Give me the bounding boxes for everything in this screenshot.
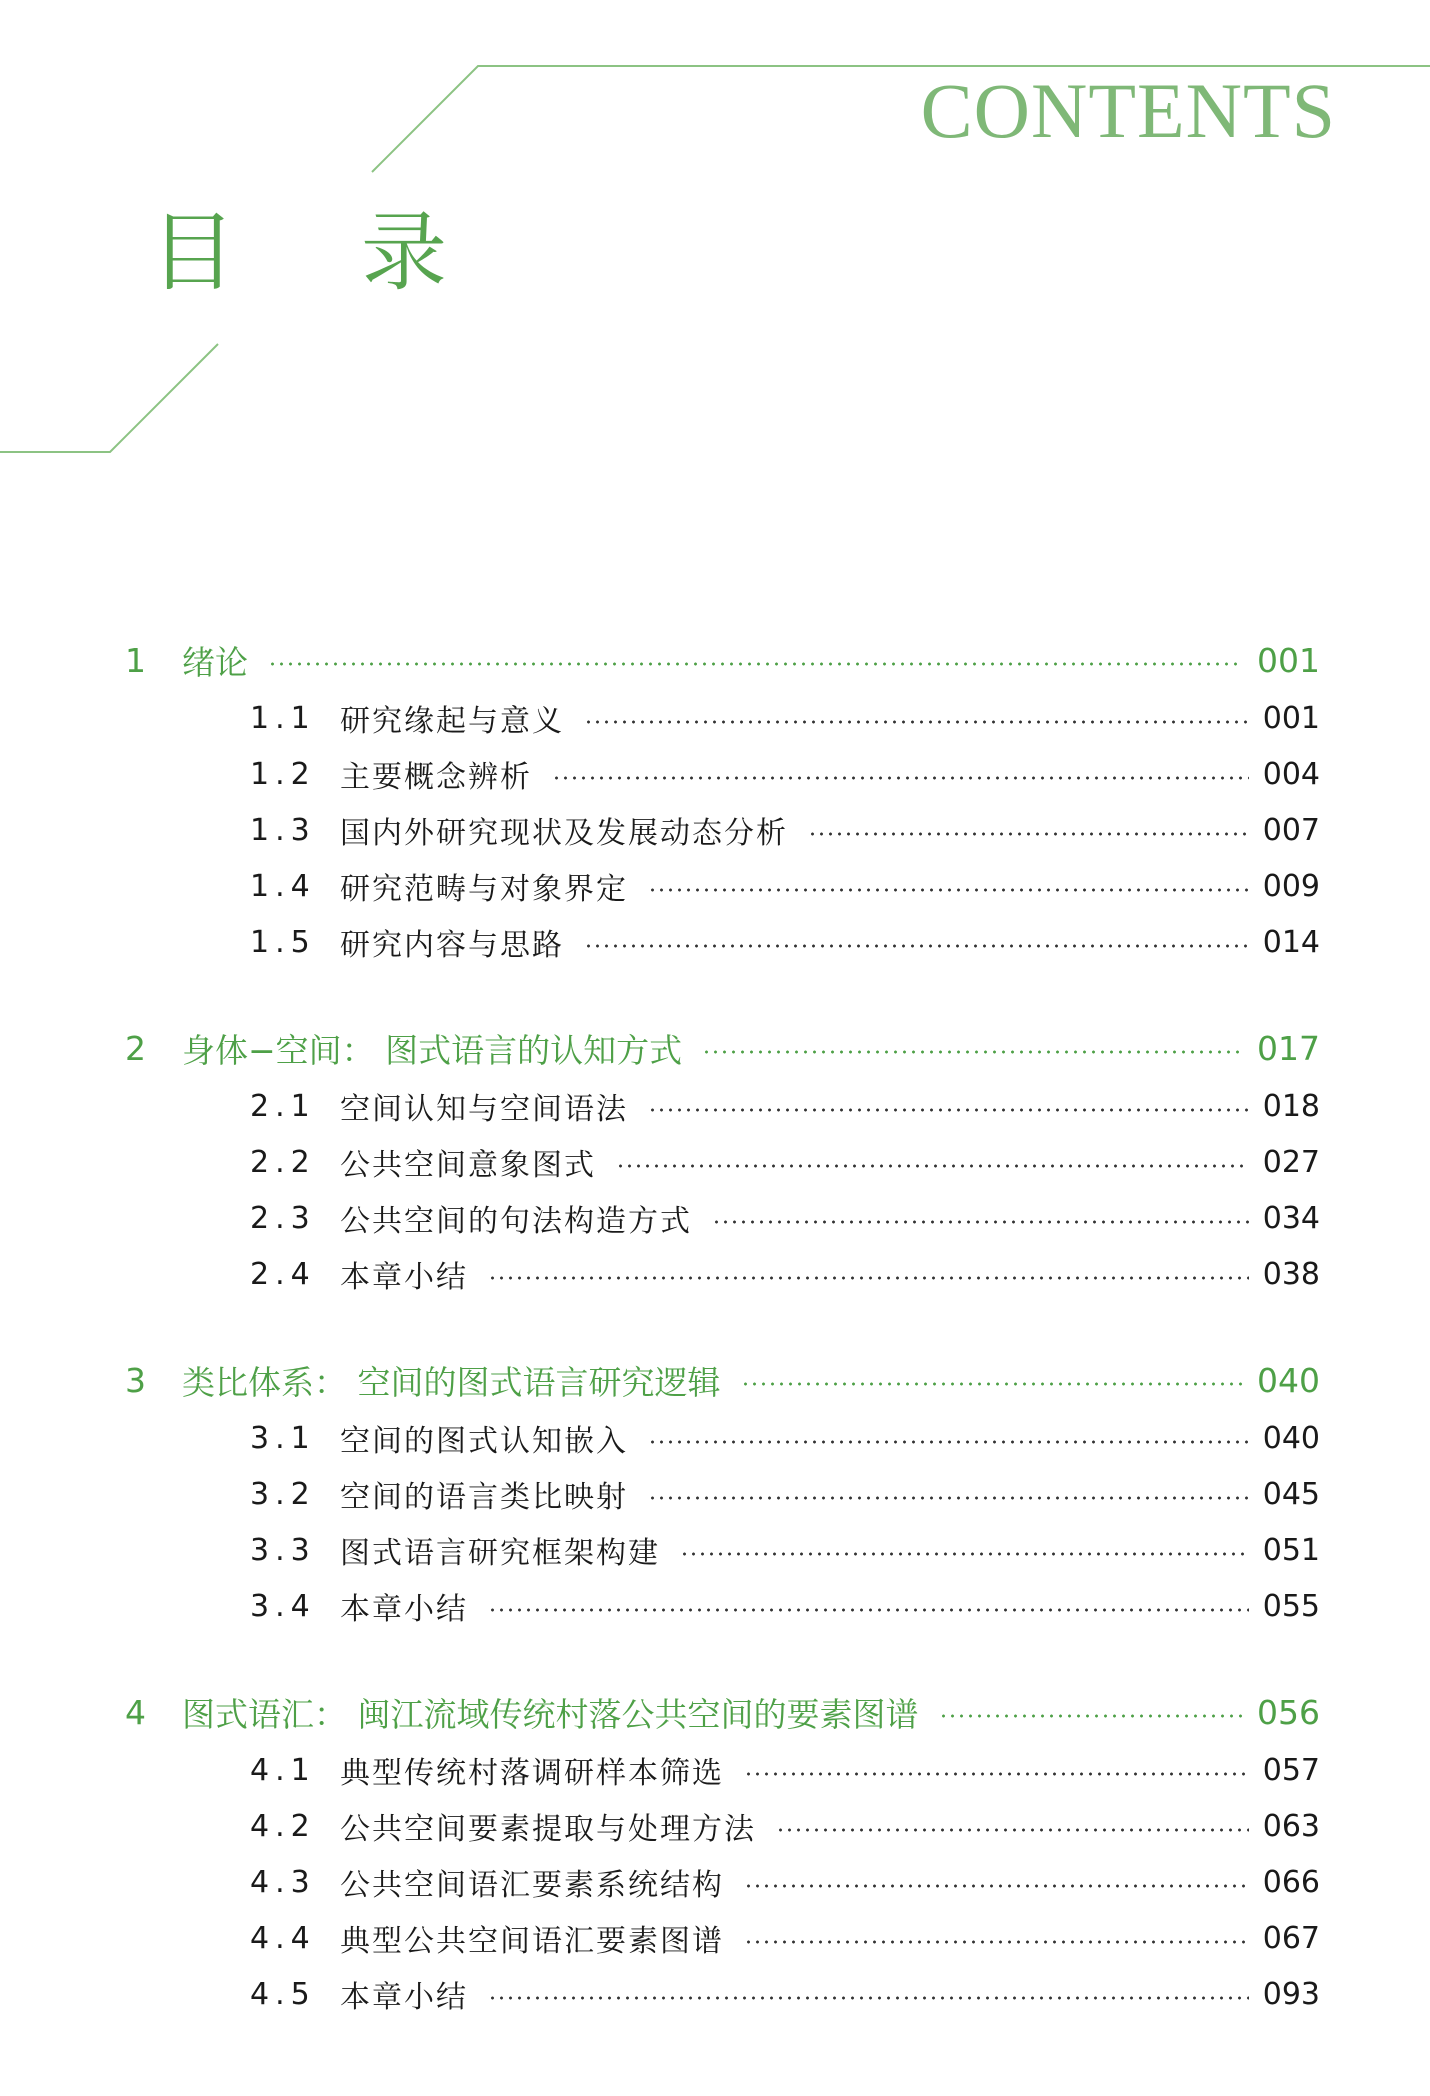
section-entry[interactable] <box>0 1466 1430 1522</box>
dot-leader <box>744 1940 1249 1944</box>
dot-leader <box>808 832 1249 836</box>
table-of-contents <box>0 630 1430 2070</box>
section-page: 014 <box>1262 924 1320 960</box>
section-page: 027 <box>1262 1144 1320 1180</box>
section-number: 4.5 <box>250 1976 316 2012</box>
dot-leader <box>702 1050 1243 1054</box>
section-entry[interactable] <box>0 1078 1430 1134</box>
section-page: 063 <box>1262 1808 1320 1844</box>
chapter-entry[interactable] <box>0 1682 1430 1742</box>
section-entry[interactable] <box>0 1246 1430 1302</box>
section-page: 004 <box>1262 756 1320 792</box>
dot-leader <box>648 1440 1249 1444</box>
chapter-number: 3 <box>125 1360 146 1400</box>
dot-leader <box>648 1496 1249 1500</box>
section-page: 045 <box>1262 1476 1320 1512</box>
chapter-number: 2 <box>125 1028 146 1068</box>
dot-leader <box>584 720 1249 724</box>
contents-heading: CONTENTS <box>920 67 1336 154</box>
section-page: 018 <box>1262 1088 1320 1124</box>
dot-leader <box>488 1608 1249 1612</box>
section-entry[interactable] <box>0 1190 1430 1246</box>
chapter-title: 图式语汇： 闽江流域传统村落公共空间的要素图谱 <box>182 1694 919 1734</box>
section-entry[interactable] <box>0 690 1430 746</box>
dot-leader <box>648 888 1249 892</box>
section-title: 典型公共空间语汇要素图谱 <box>340 1924 724 1959</box>
chapter-page: 001 <box>1257 640 1320 680</box>
section-page: 093 <box>1262 1976 1320 2012</box>
section-title: 公共空间意象图式 <box>340 1148 596 1183</box>
section-entry[interactable] <box>0 1134 1430 1190</box>
dot-leader <box>744 1884 1249 1888</box>
section-entry[interactable] <box>0 1798 1430 1854</box>
dot-leader <box>268 662 1243 666</box>
section-number: 3.3 <box>250 1532 316 1568</box>
section-title: 公共空间的句法构造方式 <box>340 1204 692 1239</box>
section-page: 038 <box>1262 1256 1320 1292</box>
section-number: 4.3 <box>250 1864 316 1900</box>
section-title: 本章小结 <box>340 1260 468 1295</box>
section-page: 034 <box>1262 1200 1320 1236</box>
section-number: 3.2 <box>250 1476 316 1512</box>
section-number: 4.1 <box>250 1752 316 1788</box>
chapter-title: 类比体系： 空间的图式语言研究逻辑 <box>182 1362 721 1402</box>
dot-leader <box>712 1220 1249 1224</box>
section-entry[interactable] <box>0 1854 1430 1910</box>
section-title: 研究缘起与意义 <box>340 704 564 739</box>
chapter-entry[interactable] <box>0 1350 1430 1410</box>
section-page: 055 <box>1262 1588 1320 1624</box>
chapter-title: 身体−空间： 图式语言的认知方式 <box>182 1030 683 1070</box>
dot-leader <box>741 1382 1244 1386</box>
section-number: 2.2 <box>250 1144 316 1180</box>
section-title: 典型传统村落调研样本筛选 <box>340 1756 724 1791</box>
section-number: 3.1 <box>250 1420 316 1456</box>
section-entry[interactable] <box>0 858 1430 914</box>
dot-leader <box>648 1108 1249 1112</box>
section-page: 040 <box>1262 1420 1320 1456</box>
section-entry[interactable] <box>0 746 1430 802</box>
section-entry[interactable] <box>0 914 1430 970</box>
section-page: 051 <box>1262 1532 1320 1568</box>
section-page: 007 <box>1262 812 1320 848</box>
chapter-number: 1 <box>125 640 146 680</box>
dot-leader <box>776 1828 1249 1832</box>
dot-leader <box>744 1772 1249 1776</box>
page-title <box>150 203 447 303</box>
section-title: 公共空间语汇要素系统结构 <box>340 1868 724 1903</box>
dot-leader <box>680 1552 1249 1556</box>
section-number: 2.3 <box>250 1200 316 1236</box>
section-entry[interactable] <box>0 1578 1430 1634</box>
toc-chapter-4 <box>0 1682 1430 2022</box>
dot-leader <box>552 776 1249 780</box>
section-entry[interactable] <box>0 1966 1430 2022</box>
section-title: 主要概念辨析 <box>340 760 532 795</box>
chapter-entry[interactable] <box>0 1018 1430 1078</box>
section-number: 2.1 <box>250 1088 316 1124</box>
section-title: 空间的语言类比映射 <box>340 1480 628 1515</box>
section-title: 研究范畴与对象界定 <box>340 872 628 907</box>
dot-leader <box>488 1996 1249 2000</box>
chapter-entry[interactable] <box>0 630 1430 690</box>
title-char-2: 录 <box>361 203 447 303</box>
section-number: 4.2 <box>250 1808 316 1844</box>
section-entry[interactable] <box>0 802 1430 858</box>
section-number: 1.5 <box>250 924 316 960</box>
chapter-title: 绪论 <box>182 642 248 682</box>
toc-chapter-2 <box>0 1018 1430 1302</box>
dot-leader <box>939 1714 1244 1718</box>
section-number: 3.4 <box>250 1588 316 1624</box>
section-entry[interactable] <box>0 1742 1430 1798</box>
section-number: 1.3 <box>250 812 316 848</box>
section-entry[interactable] <box>0 1410 1430 1466</box>
dot-leader <box>488 1276 1249 1280</box>
section-page: 057 <box>1262 1752 1320 1788</box>
toc-chapter-3 <box>0 1350 1430 1634</box>
chapter-page: 017 <box>1257 1028 1320 1068</box>
section-entry[interactable] <box>0 1910 1430 1966</box>
section-title: 空间认知与空间语法 <box>340 1092 628 1127</box>
section-title: 图式语言研究框架构建 <box>340 1536 660 1571</box>
section-number: 4.4 <box>250 1920 316 1956</box>
chapter-page: 040 <box>1257 1360 1320 1400</box>
section-title: 公共空间要素提取与处理方法 <box>340 1812 756 1847</box>
section-page: 001 <box>1262 700 1320 736</box>
chapter-page: 056 <box>1257 1692 1320 1732</box>
section-title: 研究内容与思路 <box>340 928 564 963</box>
chapter-number: 4 <box>125 1692 146 1732</box>
section-title: 本章小结 <box>340 1980 468 2015</box>
dot-leader <box>584 944 1249 948</box>
section-page: 066 <box>1262 1864 1320 1900</box>
section-number: 2.4 <box>250 1256 316 1292</box>
section-page: 009 <box>1262 868 1320 904</box>
section-number: 1.1 <box>250 700 316 736</box>
toc-chapter-1 <box>0 630 1430 970</box>
dot-leader <box>616 1164 1249 1168</box>
section-title: 国内外研究现状及发展动态分析 <box>340 816 788 851</box>
section-title: 空间的图式认知嵌入 <box>340 1424 628 1459</box>
section-page: 067 <box>1262 1920 1320 1956</box>
section-entry[interactable] <box>0 1522 1430 1578</box>
section-number: 1.4 <box>250 868 316 904</box>
title-char-1: 目 <box>150 203 236 303</box>
section-number: 1.2 <box>250 756 316 792</box>
section-title: 本章小结 <box>340 1592 468 1627</box>
